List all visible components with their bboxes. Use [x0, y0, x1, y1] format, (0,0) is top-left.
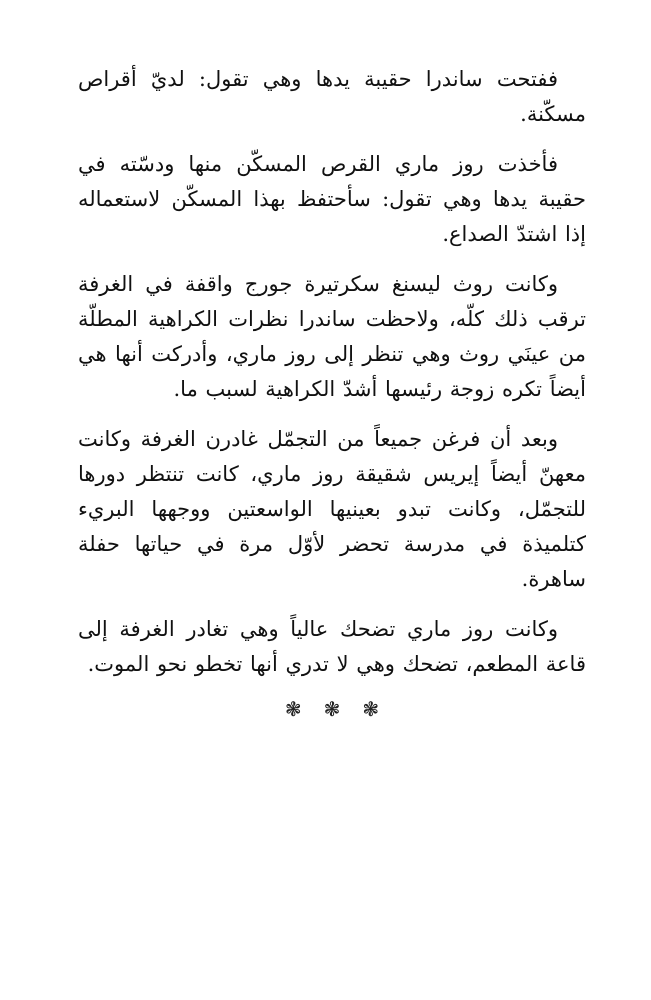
paragraph-1: ففتحت ساندرا حقيبة يدها وهي تقول: لديّ أقراص مسكّنة.: [78, 67, 586, 126]
paragraph-4: وبعد أن فرغن جميعاً من التجمّل غادرن الغرفة وكانت معهنّ أيضاً إيريس شقيقة روز ماري، كانت تنتظر دورها للتجمّل، وكانت تبدو بعينيها الواسعتين ووجهها البريء كتلميذة في مدرسة تحضر لأوّل مرة في حياتها حفلة ساهرة.: [78, 427, 586, 591]
paragraph-5: وكانت روز ماري تضحك عالياً وهي تغادر الغرفة إلى قاعة المطعم، تضحك وهي لا تدري أنها تخطو نحو الموت.: [78, 617, 586, 676]
paragraph-2: فأخذت روز ماري القرص المسكّن منها ودسّته في حقيبة يدها وهي تقول: سأحتفظ بهذا المسكّن لاستعماله إذا اشتدّ الصداع.: [78, 152, 586, 246]
book-page: [78, 62, 586, 721]
paragraph-3: وكانت روث ليسنغ سكرتيرة جورج واقفة في الغرفة ترقب ذلك كلّه، ولاحظت ساندرا نظرات الكراهية المطلّة من عينَي روث وهي تنظر إلى روز ماري، وأدركت أنها هي أيضاً تكره زوجة رئيسها أشدّ الكراهية لسبب ما.: [78, 272, 586, 401]
section-separator: ❃❃❃: [284, 697, 402, 721]
